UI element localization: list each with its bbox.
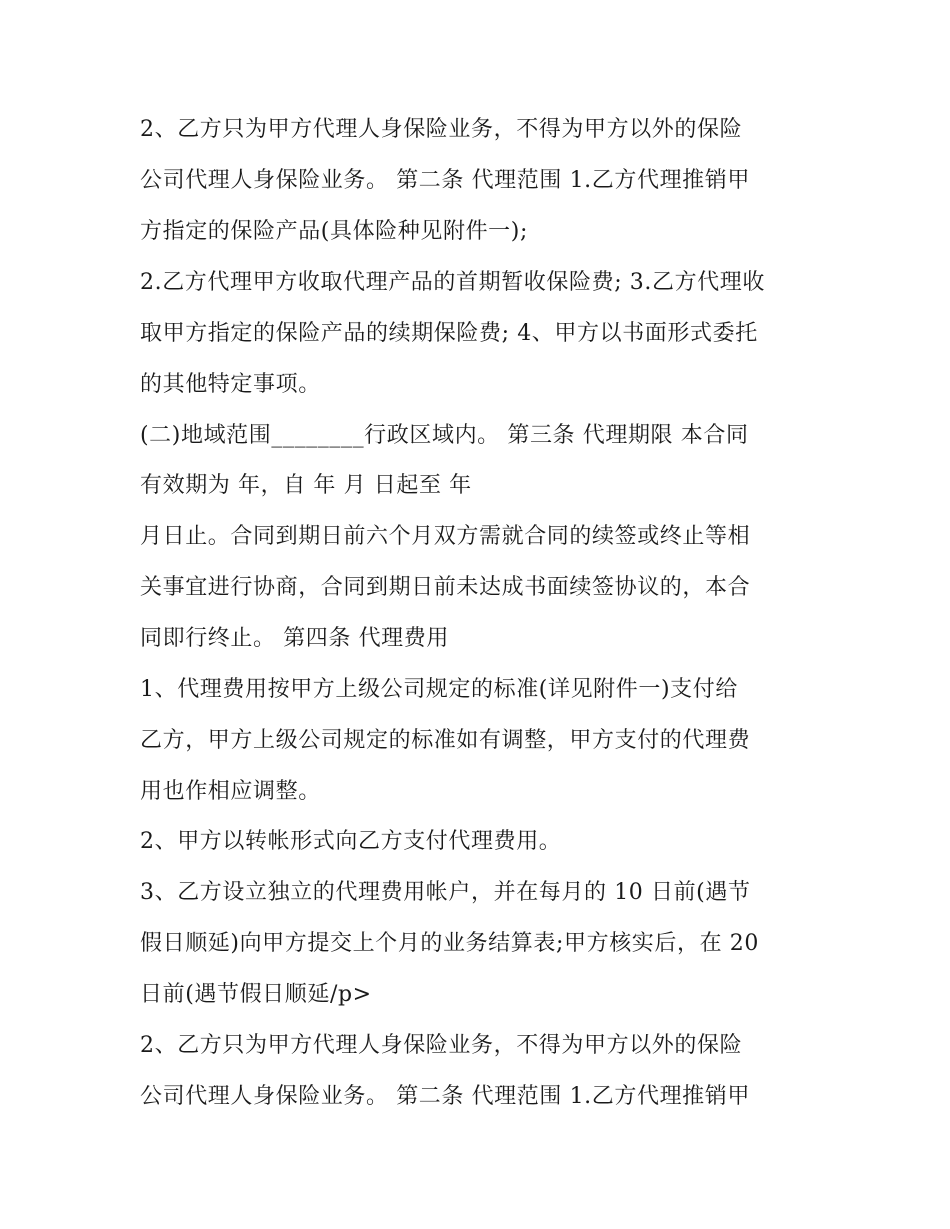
text-line: 2、乙方只为甲方代理人身保险业务，不得为甲方以外的保险 [140,117,743,142]
text-line: 公司代理人身保险业务。 第二条 代理范围 1.乙方代理推销甲 [140,168,750,193]
text-line: 假日顺延)向甲方提交上个月的业务结算表;甲方核实后，在 20 [140,931,759,956]
text-line: 方指定的保险产品(具体险种见附件一); [140,219,528,244]
text-line: 3、乙方设立独立的代理费用帐户，并在每月的 10 日前(遇节 [140,880,751,905]
text-line: 月日止。合同到期日前六个月双方需就合同的续签或终止等相 [140,524,751,549]
text-line: 1、代理费用按甲方上级公司规定的标准(详见附件一)支付给 [140,677,738,702]
text-line: 有效期为 年，自 年 月 日起至 年 [140,473,472,498]
text-line: 2、甲方以转帐形式向乙方支付代理费用。 [140,829,562,854]
text-line: 2.乙方代理甲方收取代理产品的首期暂收保险费; 3.乙方代理收 [140,270,765,295]
text-line: 乙方，甲方上级公司规定的标准如有调整，甲方支付的代理费 [140,728,751,753]
text-line: 同即行终止。 第四条 代理费用 [140,626,449,651]
text-line: 用也作相应调整。 [140,779,321,804]
text-line: 2、乙方只为甲方代理人身保险业务，不得为甲方以外的保险 [140,1033,743,1058]
text-line: 公司代理人身保险业务。 第二条 代理范围 1.乙方代理推销甲 [140,1084,750,1109]
text-line: 取甲方指定的保险产品的续期保险费; 4、甲方以书面形式委托 [140,321,758,346]
text-line: (二)地域范围________行政区域内。 第三条 代理期限 本合同 [140,423,749,448]
text-line: 关事宜进行协商，合同到期日前未达成书面续签协议的，本合 [140,575,751,600]
text-line: 的其他特定事项。 [140,372,321,397]
text-line: 日前(遇节假日顺延/p> [140,982,372,1007]
